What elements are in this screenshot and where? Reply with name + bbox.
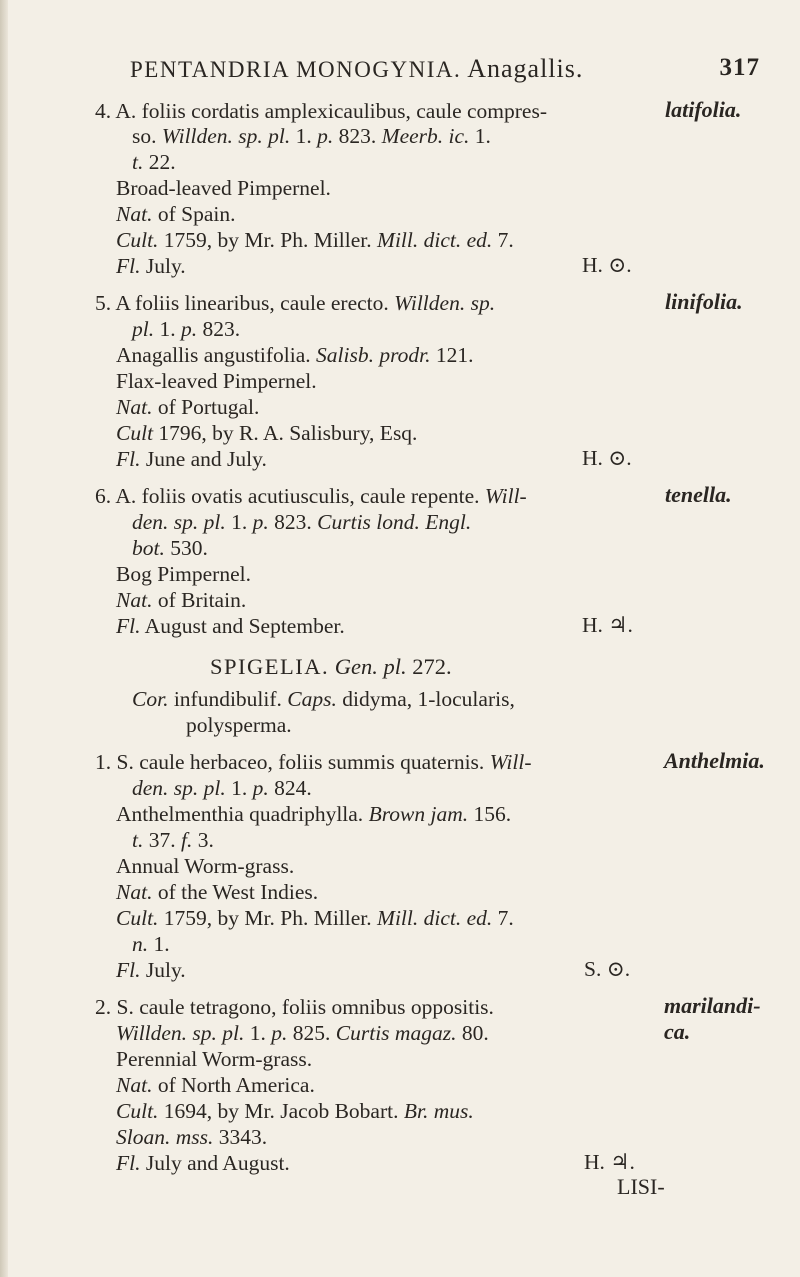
- running-header: [130, 54, 760, 84]
- entry-number: 5.: [95, 291, 112, 315]
- catchword: LISI-: [617, 1174, 665, 1199]
- habitat-symbol: H. ⊙.: [582, 253, 632, 277]
- species-name: marilandi-: [664, 993, 761, 1018]
- page-number: 317: [719, 54, 760, 81]
- running-title: PENTANDRIA MONOGYNIA.: [130, 57, 462, 82]
- species-name: latifolia.: [665, 97, 742, 122]
- species-name: linifolia.: [665, 289, 743, 314]
- habitat-symbol: H. ⊙.: [582, 446, 632, 470]
- book-page: PENTANDRIA MONOGYNIA. Anagallis. 317 4. A. foliis cordatis amplexicaulibus, caule compres- so. Willden. sp. pl. 1. p. 823. Meerb. ic. 1. t. 22. Broad-leaved Pimpernel. Nat. of Spain. Cult. 1759, by Mr. Ph. Miller. Mill. dict. ed. 7. Fl. July. H. ⊙. latifolia. 5. A foliis linearibus, caule erecto. Willden. sp. pl. 1. p. 823. Anagallis angustifolia. Salisb. prodr. 121. Flax-leaved Pimpernel. Nat. of Portugal. Cult 1796, by R. A. Salisbury, Esq. Fl. June and July. H. ⊙. linifolia. 6. A. foliis ovatis acutiusculis, caule repente. Will- den. sp. pl. 1. p. 823. Curtis lond. Engl. bot. 530. Bog Pimpernel. Nat. of Britain. Fl. August and September. H. ♃. tenella. SPIGELIA. Gen. pl. 272. Cor. infundibulif. Caps. didyma, 1-locularis, polysperma. 1. S. caule herbaceo, foliis summis quaternis. Will- den. sp. pl. 1. p. 824. Anthelmenthia quadriphylla. Brown jam. 156. t. 37. f. 3. Annual Worm-grass. Nat. of the West Indies. Cult. 1759, by Mr. Ph. Miller. Mill. dict. ed. 7. n. 1. Fl. July. S. ⊙. Anthelmia. 2. S. caule tetragono, foliis omnibus oppositis. Willden. sp. pl. 1. p. 825. Curtis magaz. 80. Perennial Worm-grass. Nat. of North America. Cult. 1694, by Mr. Jacob Bobart. Br. mus. Sloan. mss. 3343. Fl. July and August. H. ♃. marilandi- ca. LISI-: [95, 54, 765, 1199]
- genus-character: Cor. infundibulif. Caps. didyma, 1-locularis,: [132, 687, 515, 711]
- header-genus: Anagallis.: [467, 54, 584, 83]
- species-name: tenella.: [665, 482, 732, 507]
- entry-number: 4.: [95, 99, 112, 123]
- species-name: Anthelmia.: [664, 748, 765, 773]
- entry-number: 6.: [95, 484, 112, 508]
- habitat-symbol: S. ⊙.: [584, 957, 631, 981]
- genus-name: SPIGELIA.: [210, 654, 330, 679]
- habitat-symbol: H. ♃.: [584, 1150, 635, 1174]
- habitat-symbol: H. ♃.: [582, 613, 633, 637]
- species-name-continued: ca.: [664, 1019, 691, 1044]
- entry-number: 2.: [95, 995, 112, 1019]
- entry-number: 1.: [95, 750, 112, 774]
